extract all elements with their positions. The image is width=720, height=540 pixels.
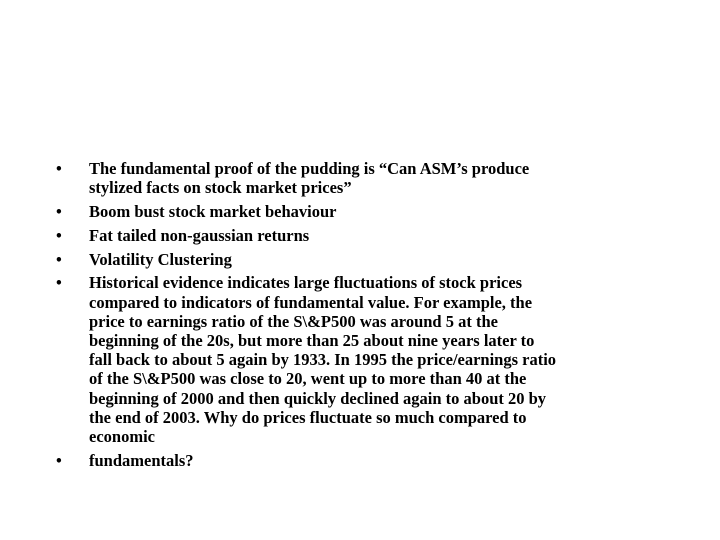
bullet-text: Historical evidence indicates large fluctuations of stock prices compared to indicators of fundamental value. For example, the price to earnings ratio of the S\&P500 was around 5 at the beginning of the 20s, but more than 25 about nine years later to fall back to about 5 again by 1933. In 1995 the price/earnings ratio of the S\&P500 was close to 20, went up to more than 40 at the beginning of 2000 and then quickly declined again to about 20 by the end of 2003. Why do prices fluctuate so much compared to economic: [89, 273, 557, 447]
bullet-icon: •: [56, 450, 62, 470]
bullet-item-boom-bust: [56, 202, 666, 221]
bullet-text: Boom bust stock market behaviour: [89, 202, 337, 221]
bullet-text: The fundamental proof of the pudding is “Can ASM’s produce stylized facts on stock market prices”: [89, 159, 530, 198]
bullet-list: [56, 159, 666, 470]
bullet-icon: •: [56, 225, 62, 245]
bullet-text: Fat tailed non-gaussian returns: [89, 225, 310, 245]
bullet-icon: •: [56, 159, 62, 178]
bullet-item-historical-evidence: [56, 273, 666, 446]
bullet-text: fundamentals?: [89, 450, 194, 470]
bullet-text: Volatility Clustering: [89, 249, 232, 269]
bullet-item-fundamentals: [56, 451, 666, 470]
bullet-icon: •: [56, 202, 62, 221]
bullet-item-fat-tailed-returns: [56, 226, 666, 245]
bullet-item-volatility-clustering: [56, 250, 666, 269]
bullet-icon: •: [56, 249, 62, 269]
bullet-icon: •: [56, 273, 62, 293]
bullet-item-asm-stylized-facts: [56, 159, 666, 197]
